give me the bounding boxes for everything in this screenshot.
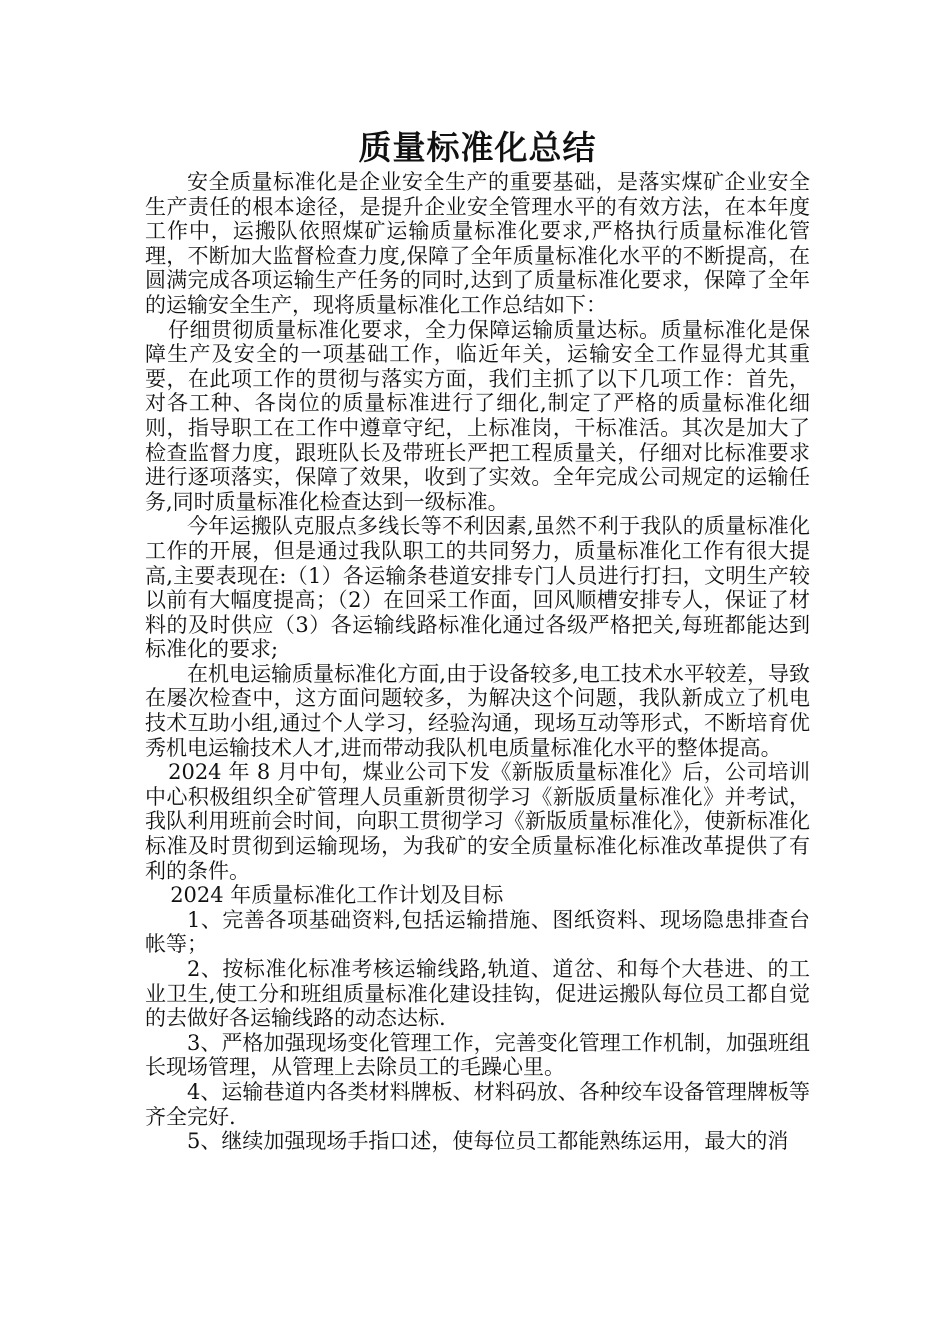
paragraph-electromechanical: 在机电运输质量标准化方面,由于设备较多,电工技术水平较差，导致在屡次检查中，这方面问题较多，为解决这个问题，我队新成立了机电技术互助小组,通过个人学习，经验沟通，现场互动等形式，不断培育优秀机电运输技术人才,进而带动我队机电质量标准化水平的整体提高。 bbox=[145, 661, 810, 760]
plan-item-4: 4、运输巷道内各类材料牌板、材料码放、各种绞车设备管理牌板等齐全完好. bbox=[145, 1079, 810, 1129]
document-title: 质量标准化总结 bbox=[358, 128, 597, 167]
paragraph-improvements: 今年运搬队克服点多线长等不利因素,虽然不利于我队的质量标准化工作的开展，但是通过我队职工的共同努力，质量标准化工作有很大提高,主要表现在:（1）各运输条巷道安排专门人员进行打扫，文明生产较以前有大幅度提高；（2）在回采工作面，回风顺槽安排专人，保证了材料的及时供应（3）各运输线路标准化通过各级严格把关,每班都能达到标准化的要求; bbox=[145, 514, 810, 662]
plan-item-1: 1、完善各项基础资料,包括运输措施、图纸资料、现场隐患排查台帐等； bbox=[145, 907, 810, 957]
section-heading-plan: 2024 年质量标准化工作计划及目标 bbox=[170, 883, 504, 908]
paragraph-new-standard: 2024 年 8 月中旬，煤业公司下发《新版质量标准化》后，公司培训中心积极组织全矿管理人员重新贯彻学习《新版质量标准化》并考试，我队利用班前会时间，向职工贯彻学习《新版质量标准化》，使新标准化标准及时贯彻到运输现场，为我矿的安全质量标准化标准改革提供了有利的条件。 bbox=[145, 760, 810, 883]
paragraph-intro: 安全质量标准化是企业安全生产的重要基础，是落实煤矿企业安全生产责任的根本途径，是提升企业安全管理水平的有效方法，在本年度工作中，运搬队依照煤矿运输质量标准化要求,严格执行质量标准化管理，不断加大监督检查力度,保障了全年质量标准化水平的不断提高，在圆满完成各项运输生产任务的同时,达到了质量标准化要求，保障了全年的运输安全生产，现将质量标准化工作总结如下： bbox=[145, 170, 810, 317]
plan-item-2: 2、按标准化标准考核运输线路,轨道、道岔、和每个大巷进、的工业卫生,使工分和班组质量标准化建设挂钩，促进运搬队每位员工都自觉的去做好各运输线路的动态达标. bbox=[145, 957, 810, 1031]
plan-item-3: 3、严格加强现场变化管理工作，完善变化管理工作机制，加强班组长现场管理，从管理上去除员工的毛躁心里。 bbox=[145, 1030, 810, 1080]
paragraph-requirements: 仔细贯彻质量标准化要求，全力保障运输质量达标。质量标准化是保障生产及安全的一项基础工作，临近年关，运输安全工作显得尤其重要，在此项工作的贯彻与落实方面，我们主抓了以下几项工作：首先，对各工种、各岗位的质量标准进行了细化,制定了严格的质量标准化细则，指导职工在工作中遵章守纪，上标准岗，干标准活。其次是加大了检查监督力度，跟班队长及带班长严把工程质量关，仔细对比标准要求进行逐项落实，保障了效果，收到了实效。全年完成公司规定的运输任务,同时质量标准化检查达到一级标准。 bbox=[145, 317, 810, 514]
plan-item-5: 5、继续加强现场手指口述，使每位员工都能熟练运用，最大的消 bbox=[187, 1129, 789, 1154]
document-body bbox=[145, 128, 810, 1154]
